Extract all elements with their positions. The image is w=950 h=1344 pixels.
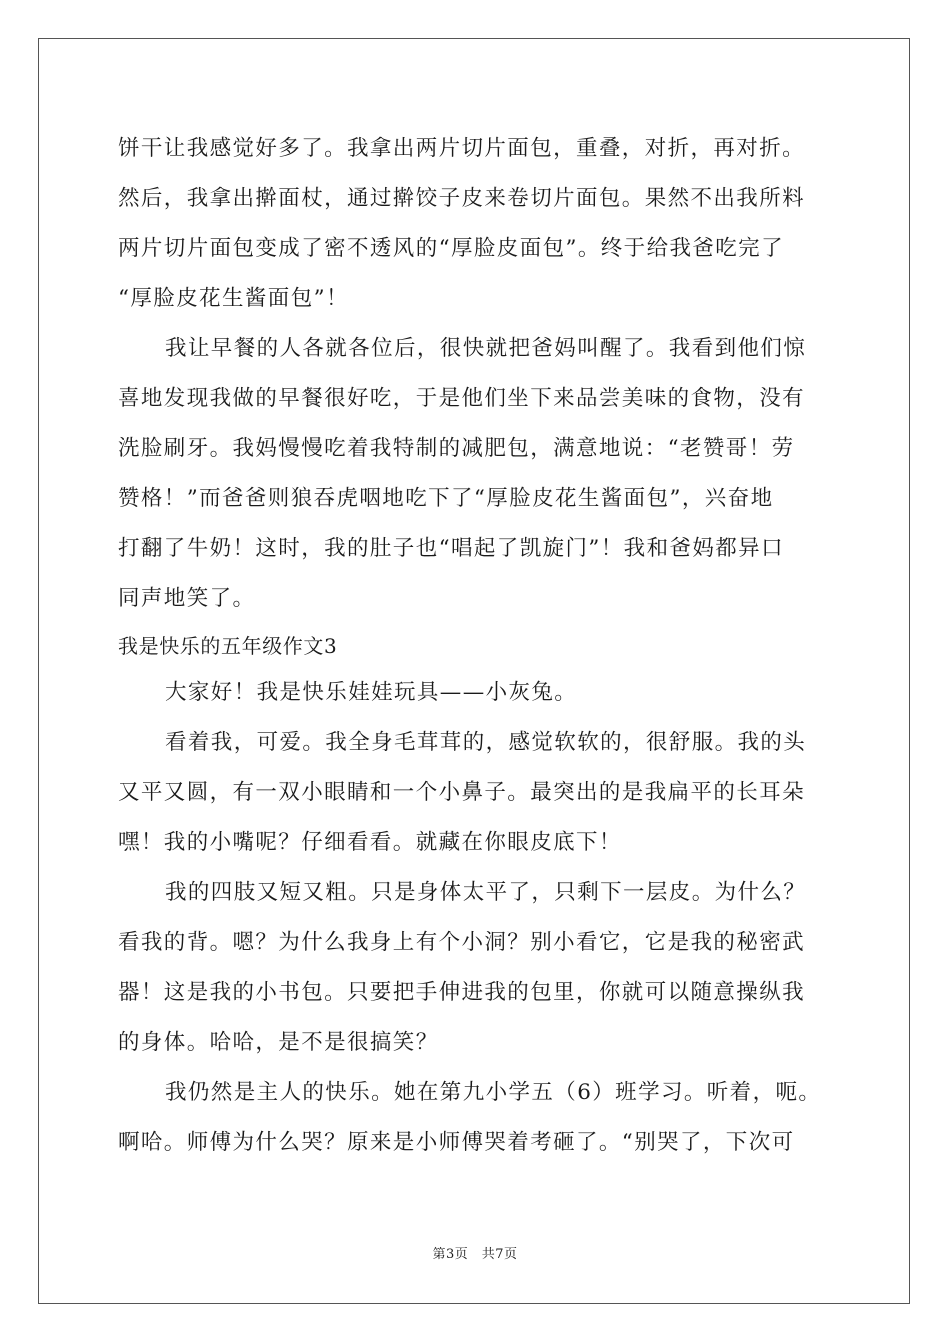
section-heading: 我是快乐的五年级作文3 (118, 634, 338, 658)
page-footer: 第3页 共7页 (432, 1247, 518, 1262)
text-line: 赞格！”而爸爸则狼吞虎咽地吃下了“厚脸皮花生酱面包”，兴奋地 (118, 486, 774, 511)
text-line: 又平又圆，有一双小眼睛和一个小鼻子。最突出的是我扁平的长耳朵 (118, 780, 806, 805)
text-line: 看我的背。嗯？为什么我身上有个小洞？别小看它，它是我的秘密武 (118, 930, 806, 955)
text-line: 的身体。哈哈，是不是很搞笑？ (118, 1030, 439, 1055)
text-line: 饼干让我感觉好多了。我拿出两片切片面包，重叠，对折，再对折。 (118, 136, 806, 161)
text-line: 然后，我拿出擀面杖，通过擀饺子皮来卷切片面包。果然不出我所料 (118, 186, 806, 211)
paragraph-start-line: 大家好！我是快乐娃娃玩具——小灰兔。 (165, 680, 578, 705)
text-line: 器！这是我的小书包。只要把手伸进我的包里，你就可以随意操纵我 (118, 980, 806, 1005)
text-line: 同声地笑了。 (118, 586, 256, 611)
text-line: 嘿！我的小嘴呢？仔细看看。就藏在你眼皮底下！ (118, 830, 622, 855)
text-line: 啊哈。师傅为什么哭？原来是小师傅哭着考砸了。“别哭了，下次可 (118, 1130, 795, 1155)
text-line: 喜地发现我做的早餐很好吃，于是他们坐下来品尝美味的食物，没有 (118, 386, 806, 411)
text-line: 洗脸刷牙。我妈慢慢吃着我特制的减肥包，满意地说：“老赞哥！劳 (118, 436, 795, 461)
text-line: 打翻了牛奶！这时，我的肚子也“唱起了凯旋门”！我和爸妈都异口 (118, 536, 784, 561)
paragraph-start-line: 我的四肢又短又粗。只是身体太平了，只剩下一层皮。为什么？ (165, 880, 807, 905)
text-line: 两片切片面包变成了密不透风的“厚脸皮面包”。终于给我爸吃完了 (118, 236, 784, 261)
document-body (118, 124, 838, 1168)
paragraph-start-line: 我仍然是主人的快乐。她在第九小学五（6）班学习。听着，呃。 (165, 1080, 822, 1105)
paragraph-start-line: 看着我，可爱。我全身毛茸茸的，感觉软软的，很舒服。我的头 (165, 730, 807, 755)
paragraph-start-line: 我让早餐的人各就各位后，很快就把爸妈叫醒了。我看到他们惊 (165, 336, 807, 361)
text-line: “厚脸皮花生酱面包”！ (118, 286, 349, 311)
